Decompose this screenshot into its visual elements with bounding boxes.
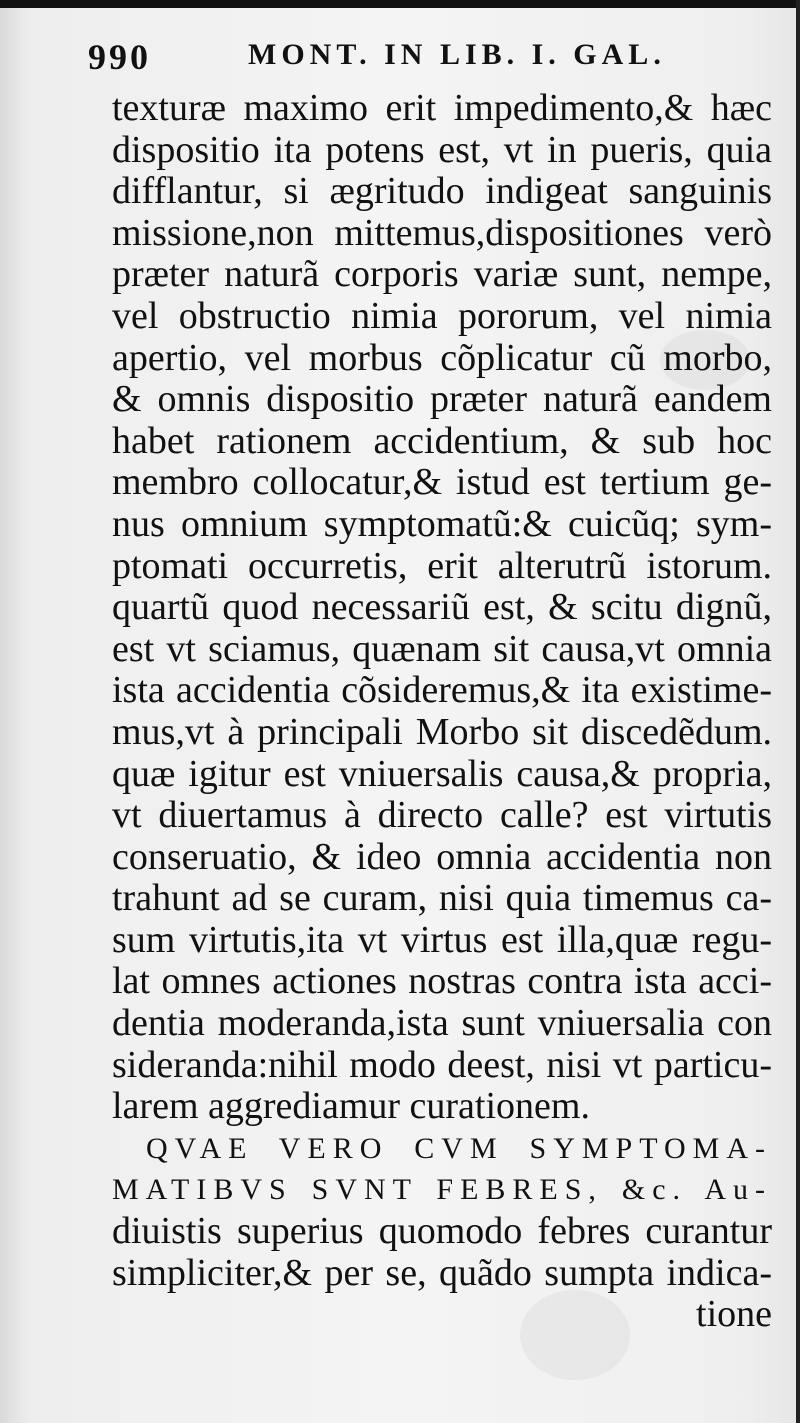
page-top-shadow [0, 0, 800, 8]
page-number: 990 [88, 37, 151, 77]
text-line: larem aggrediamur curationem. [112, 1085, 590, 1128]
text-line: vel obstructio nimia pororum, vel nimia [112, 294, 772, 337]
page-right-edge [796, 0, 800, 1423]
text-line: diuistis superius quomodo febres curantur [112, 1210, 772, 1253]
text-line: texturæ maximo erit impedimento,& hæc [112, 87, 772, 129]
text-line: nus omnium symptomatũ:& cuicũq; sym- [112, 502, 772, 545]
text-line: & omnis dispositio præter naturã eandem [112, 378, 772, 421]
text-line: præter naturã corporis variæ sunt, nempe, [112, 253, 772, 296]
text-line: dispositio ita potens est, vt in pueris, quia [112, 128, 772, 171]
running-head [88, 36, 688, 86]
text-line: sideranda:nihil modo deest, nisi vt particu- [112, 1043, 772, 1086]
text-line: simpliciter,& per se, quãdo sumpta indica- [112, 1251, 772, 1294]
text-line: sum virtutis,ita vt virtus est illa,quæ regu- [112, 918, 772, 961]
catchword: tione [696, 1293, 772, 1336]
text-line: est vt sciamus, quænam sit causa,vt omnia [112, 627, 772, 670]
text-line: lat omnes actiones nostras contra ista acci- [112, 960, 772, 1003]
running-title: MONT. IN LIB. I. GAL. [248, 38, 666, 71]
text-line: vt diuertamus à directo calle? est virtutis [112, 794, 772, 837]
text-line: habet rationem accidentium, & sub hoc [112, 419, 772, 462]
text-line: quæ igitur est vniuersalis causa,& propria, [112, 752, 772, 795]
text-line: quartũ quod necessariũ est, & scitu dignũ, [112, 586, 772, 629]
text-line: missione,non mittemus,dispositiones verò [112, 211, 772, 254]
text-line: membro collocatur,& istud est tertium ge- [112, 461, 772, 504]
body-text [112, 88, 772, 1336]
text-line: trahunt ad se curam, nisi quia timemus ca- [112, 877, 772, 920]
section-heading: QVAE VERO CVM SYMPTOMA- [146, 1131, 772, 1165]
text-line: ptomati occurretis, erit alterutrũ istorum. [112, 544, 772, 587]
text-line: mus,vt à principali Morbo sit discedẽdum. [112, 710, 772, 753]
text-line: ista accidentia cõsideremus,& ita existime- [112, 669, 772, 712]
text-line: difflantur, si ægritudo indigeat sanguinis [112, 170, 772, 213]
text-line: conseruatio, & ideo omnia accidentia non [112, 835, 772, 878]
text-line: dentia moderanda,ista sunt vniuersalia con [112, 1002, 772, 1045]
text-line: apertio, vel morbus cõplicatur cũ morbo, [112, 336, 772, 379]
section-heading: MATIBVS SVNT FEBRES, &c. Au- [112, 1173, 772, 1207]
